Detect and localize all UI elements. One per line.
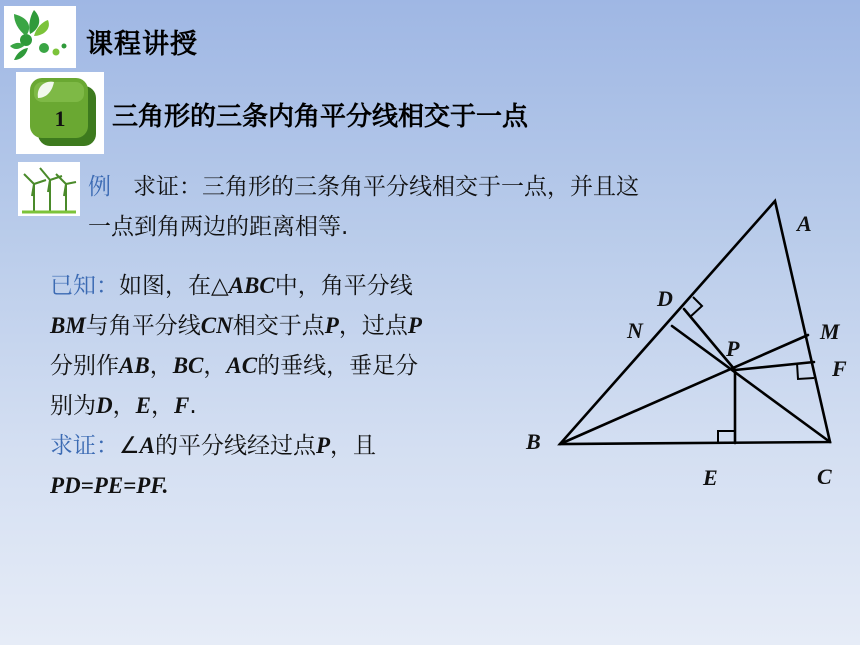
given-line-3: 分别作AB，BC，AC的垂线，垂足分 <box>50 353 419 379</box>
windmill-icon <box>18 162 80 216</box>
label-n: N <box>627 318 643 343</box>
given-line-4: 别为D，E，F. <box>50 393 197 419</box>
prove-line-2: PD=PE=PF. <box>50 473 169 498</box>
right-angle-mark-e <box>718 431 735 443</box>
label-b: B <box>526 429 541 454</box>
section-title: 课程讲授 <box>86 29 198 60</box>
given-line-1: 已知：如图，在△ABC中，角平分线 <box>50 273 413 299</box>
label-a: A <box>797 211 812 236</box>
bisector-bm <box>560 335 808 444</box>
right-angle-mark-d <box>690 297 702 317</box>
flower-logo-icon <box>4 6 76 68</box>
label-p: P <box>726 336 740 361</box>
example-label: 例 <box>88 174 111 200</box>
badge-number: 1 <box>54 106 66 131</box>
section-badge <box>16 72 104 154</box>
given-block <box>50 266 520 506</box>
given-line-2: BM与角平分线CN相交于点P，过点P <box>50 313 422 339</box>
logo <box>4 6 76 68</box>
prove-line-1: 求证：∠A的平分线经过点P，且 <box>50 433 377 459</box>
triangle-diagram <box>520 180 860 500</box>
label-e: E <box>703 465 718 490</box>
label-c: C <box>817 464 832 489</box>
label-f: F <box>832 356 847 381</box>
example-icon <box>18 162 80 216</box>
example-line-1: 求证：三角形的三条角平分线相交于一点，并且这 <box>132 174 639 200</box>
label-d: D <box>657 286 673 311</box>
topic-title: 三角形的三条内角平分线相交于一点 <box>112 102 529 132</box>
example-line-2: 一点到角两边的距离相等. <box>88 214 349 240</box>
label-m: M <box>820 319 840 344</box>
leaf-number-badge-icon <box>16 72 104 154</box>
